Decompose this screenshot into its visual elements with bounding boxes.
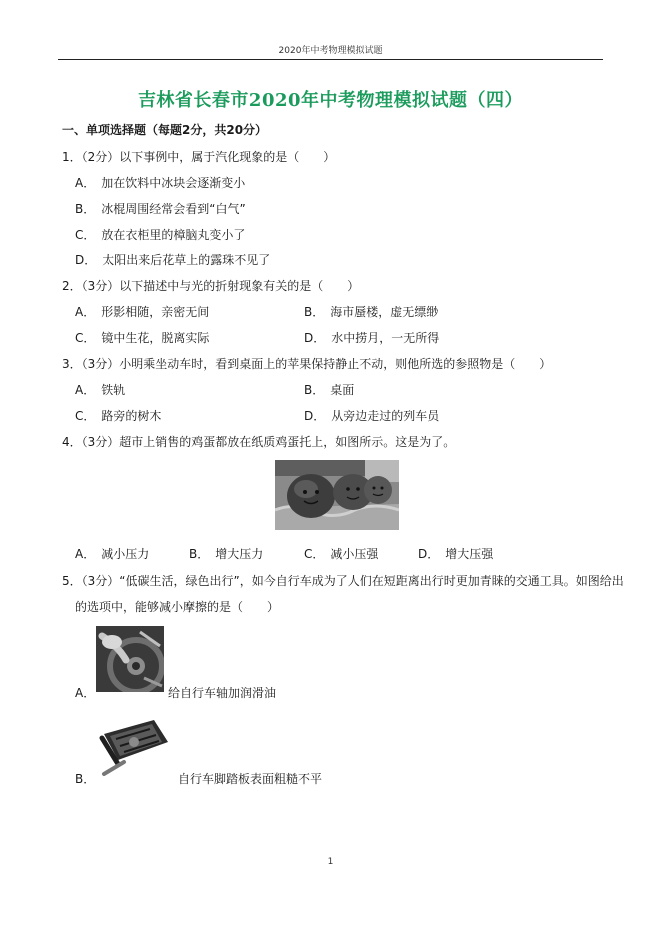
option-letter: B． xyxy=(304,383,325,397)
option-text: 从旁边走过的列车员 xyxy=(331,409,440,423)
option-letter: B． xyxy=(189,547,210,561)
running-header: 2020年中考物理模拟试题 xyxy=(278,46,383,56)
question-5-stem: 5．（3分）“低碳生活，绿色出行”，如今自行车成为了人们在短距离出行时更加青睐的交通工具。如图给出 xyxy=(62,574,624,588)
question-2-option-b xyxy=(304,303,438,320)
option-letter: B． xyxy=(304,305,325,319)
question-4-option-d xyxy=(418,545,493,562)
egg-tray-image xyxy=(275,460,399,530)
option-text: 放在衣柜里的樟脑丸变小了 xyxy=(101,228,246,242)
option-letter: C． xyxy=(304,547,325,561)
question-2-option-c xyxy=(75,329,209,346)
bicycle-axle-oiling-image xyxy=(96,626,164,692)
question-5-option-b-text: 自行车脚踏板表面粗糙不平 xyxy=(178,772,323,786)
question-5-stem-continued: 的选项中，能够减小摩擦的是（ ） xyxy=(75,600,280,614)
option-letter: D． xyxy=(418,547,440,561)
option-text: 增大压强 xyxy=(445,547,494,561)
question-4-option-a xyxy=(75,545,149,562)
option-text: 减小压强 xyxy=(330,547,379,561)
question-3-stem: 3．（3分）小明乘坐动车时，看到桌面上的苹果保持静止不动，则他所选的参照物是（ ） xyxy=(62,357,552,371)
question-3-option-b xyxy=(304,381,354,398)
question-1-option-c xyxy=(75,226,245,243)
question-3-option-c xyxy=(75,407,161,424)
question-1-option-d xyxy=(75,251,270,268)
option-text: 镜中生花，脱离实际 xyxy=(101,331,210,345)
option-letter: B． xyxy=(75,202,96,216)
option-letter: D． xyxy=(304,331,326,345)
option-text: 太阳出来后花草上的露珠不见了 xyxy=(102,253,271,267)
question-1-option-a xyxy=(75,174,245,191)
option-letter: C． xyxy=(75,331,96,345)
option-text: 冰棍周围经常会看到“白气” xyxy=(101,202,246,216)
option-letter: A． xyxy=(75,383,96,397)
question-2-option-a xyxy=(75,303,209,320)
option-letter: C． xyxy=(75,228,96,242)
option-letter: A． xyxy=(75,305,96,319)
option-text: 铁轨 xyxy=(101,383,126,397)
option-letter: A． xyxy=(75,547,96,561)
question-5-option-a-text: 给自行车轴加润滑油 xyxy=(168,686,277,700)
bicycle-pedal-image xyxy=(94,712,174,780)
option-text: 形影相随，亲密无间 xyxy=(101,305,210,319)
question-5-option-b-letter: B． xyxy=(75,772,96,786)
option-text: 加在饮料中冰块会逐渐变小 xyxy=(101,176,246,190)
question-2-option-d xyxy=(304,329,439,346)
header-divider xyxy=(58,59,603,60)
option-text: 减小压力 xyxy=(101,547,150,561)
question-5-option-a-letter: A． xyxy=(75,686,96,700)
page-number: 1 xyxy=(327,857,334,867)
question-4-option-b xyxy=(189,545,263,562)
question-3-option-a xyxy=(75,381,125,398)
option-text: 增大压力 xyxy=(215,547,264,561)
option-text: 水中捞月，一无所得 xyxy=(331,331,440,345)
question-1-stem: 1．（2分）以下事例中，属于汽化现象的是（ ） xyxy=(62,150,336,164)
option-text: 桌面 xyxy=(330,383,355,397)
page-title: 吉林省长春市2020年中考物理模拟试题（四） xyxy=(137,90,524,111)
question-2-stem: 2．（3分）以下描述中与光的折射现象有关的是（ ） xyxy=(62,279,360,293)
question-4-stem: 4．（3分）超市上销售的鸡蛋都放在纸质鸡蛋托上，如图所示。这是为了。 xyxy=(62,435,456,449)
option-letter: C． xyxy=(75,409,96,423)
question-3-option-d xyxy=(304,407,439,424)
option-letter: A． xyxy=(75,176,96,190)
option-text: 海市蜃楼，虚无缥缈 xyxy=(330,305,439,319)
option-letter: D． xyxy=(304,409,326,423)
option-text: 路旁的树木 xyxy=(101,409,162,423)
question-4-option-c xyxy=(304,545,378,562)
question-1-option-b xyxy=(75,200,246,217)
section-heading: 一、单项选择题（每题2分，共20分） xyxy=(62,123,268,137)
option-letter: D． xyxy=(75,253,97,267)
